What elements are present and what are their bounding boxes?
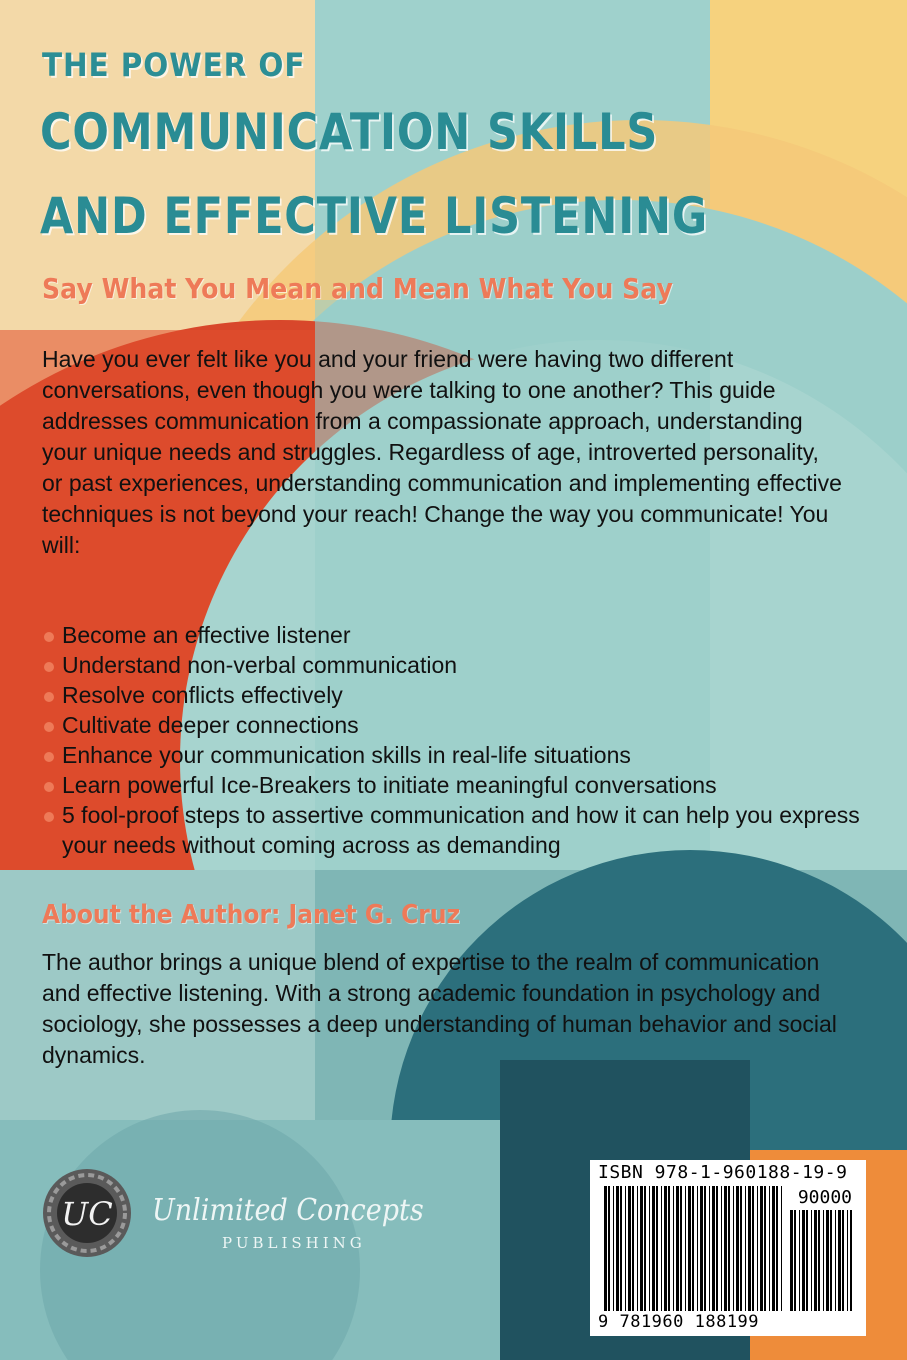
barcode-bar: [790, 1210, 793, 1311]
barcode-bar: [802, 1210, 805, 1311]
barcode-bar: [676, 1186, 679, 1311]
bullet-icon: [44, 812, 54, 822]
barcode-bar: [806, 1210, 808, 1311]
barcode-bar: [826, 1210, 829, 1311]
barcode-bar: [745, 1186, 746, 1311]
barcode-bar: [823, 1210, 824, 1311]
barcode-bar: [772, 1186, 775, 1311]
barcode-bar: [733, 1186, 734, 1311]
book-title-line1: COMMUNICATION SKILLS: [40, 103, 659, 161]
bullet-icon: [44, 662, 54, 672]
barcode-bar: [838, 1210, 841, 1311]
ean-digits: 9 781960 188199: [598, 1312, 760, 1332]
barcode-bar: [616, 1186, 619, 1311]
book-title-line2: AND EFFECTIVE LISTENING: [40, 187, 709, 245]
barcode-bar: [830, 1210, 832, 1311]
barcode-bar: [776, 1186, 778, 1311]
barcode-bar: [724, 1186, 727, 1311]
barcode-bar: [680, 1186, 682, 1311]
bullet-icon: [44, 782, 54, 792]
barcode-bar: [760, 1186, 763, 1311]
barcode-bar: [685, 1186, 686, 1311]
list-item: Resolve conflicts effectively: [42, 680, 872, 710]
barcode-bar: [716, 1186, 718, 1311]
barcode-bar: [620, 1186, 622, 1311]
barcode-bar: [661, 1186, 662, 1311]
barcode-bar: [764, 1186, 766, 1311]
about-author-text: The author brings a unique blend of expertise to the realm of communication and effective listening. With a strong academic foundation in psychology and sociology, she possesses a deep understanding of human behavior and social dynamics.: [42, 949, 837, 1068]
isbn-label: ISBN 978-1-960188-19-9: [598, 1162, 848, 1183]
barcode-bar: [781, 1186, 782, 1311]
barcode-bar: [649, 1186, 650, 1311]
bullet-icon: [44, 752, 54, 762]
barcode-bar: [811, 1210, 812, 1311]
barcode-bar: [640, 1186, 643, 1311]
barcode-bar: [613, 1186, 614, 1311]
barcode-bar: [847, 1210, 848, 1311]
barcode-bar: [692, 1186, 694, 1311]
list-item: Enhance your communication skills in real-life situations: [42, 740, 872, 770]
svg-text:UC: UC: [61, 1195, 113, 1233]
barcode-bar: [628, 1186, 631, 1311]
barcode-bar: [704, 1186, 706, 1311]
publisher-logo: [42, 1168, 132, 1258]
barcode-bar: [850, 1210, 852, 1311]
barcode-bar: [664, 1186, 667, 1311]
book-subtitle: Say What You Mean and Mean What You Say: [42, 272, 673, 305]
barcode-bars: [604, 1186, 784, 1311]
barcode-bar: [794, 1210, 796, 1311]
publisher-subtitle: PUBLISHING: [222, 1234, 366, 1252]
barcode-bar: [652, 1186, 655, 1311]
barcode-bar: [673, 1186, 674, 1311]
barcode-bar: [736, 1186, 739, 1311]
barcode-bar: [644, 1186, 646, 1311]
bullet-icon: [44, 692, 54, 702]
barcode-bar: [697, 1186, 698, 1311]
barcode-bar: [757, 1186, 758, 1311]
pre-title: THE POWER OF: [42, 46, 306, 84]
barcode-bar: [637, 1186, 638, 1311]
list-item: Learn powerful Ice-Breakers to initiate meaningful conversations: [42, 770, 872, 800]
barcode-bar: [748, 1186, 751, 1311]
price-code: 90000: [797, 1187, 852, 1208]
about-author-heading: About the Author: Janet G. Cruz: [42, 900, 461, 930]
barcode-bar: [668, 1186, 670, 1311]
publisher-name: Unlimited Concepts: [152, 1193, 424, 1228]
price-barcode-bars: [790, 1210, 852, 1311]
list-item: Understand non-verbal communication: [42, 650, 872, 680]
barcode-bar: [721, 1186, 722, 1311]
barcode-bar: [688, 1186, 691, 1311]
barcode-bar: [700, 1186, 703, 1311]
barcode-bar: [814, 1210, 817, 1311]
list-item: 5 fool-proof steps to assertive communication and how it can help you express your needs without coming across as demanding: [42, 800, 872, 860]
barcode-bar: [632, 1186, 634, 1311]
barcode-bar: [769, 1186, 770, 1311]
barcode-bar: [752, 1186, 754, 1311]
barcode-bar: [842, 1210, 844, 1311]
barcode-bar: [728, 1186, 730, 1311]
isbn-barcode: [590, 1160, 866, 1336]
barcode-bar: [818, 1210, 820, 1311]
book-description: Have you ever felt like you and your friend were having two different conversations, even though you were talking to one another? This guide addresses communication from a compassionate approach, understanding your unique needs and struggles. Regardless of age, introverted personality, or past experiences, understanding communication and implementing effective techniques is not beyond your reach! Change the way you communicate! You will:: [42, 346, 842, 558]
bullet-icon: [44, 722, 54, 732]
list-item: Cultivate deeper connections: [42, 710, 872, 740]
bullet-icon: [44, 632, 54, 642]
barcode-bar: [740, 1186, 742, 1311]
barcode-bar: [835, 1210, 836, 1311]
benefit-list: [42, 620, 872, 860]
barcode-bar: [608, 1186, 610, 1311]
barcode-bar: [799, 1210, 800, 1311]
barcode-bar: [604, 1186, 607, 1311]
barcode-bar: [656, 1186, 658, 1311]
list-item: Become an effective listener: [42, 620, 872, 650]
barcode-bar: [709, 1186, 710, 1311]
barcode-bar: [625, 1186, 626, 1311]
barcode-bar: [712, 1186, 715, 1311]
